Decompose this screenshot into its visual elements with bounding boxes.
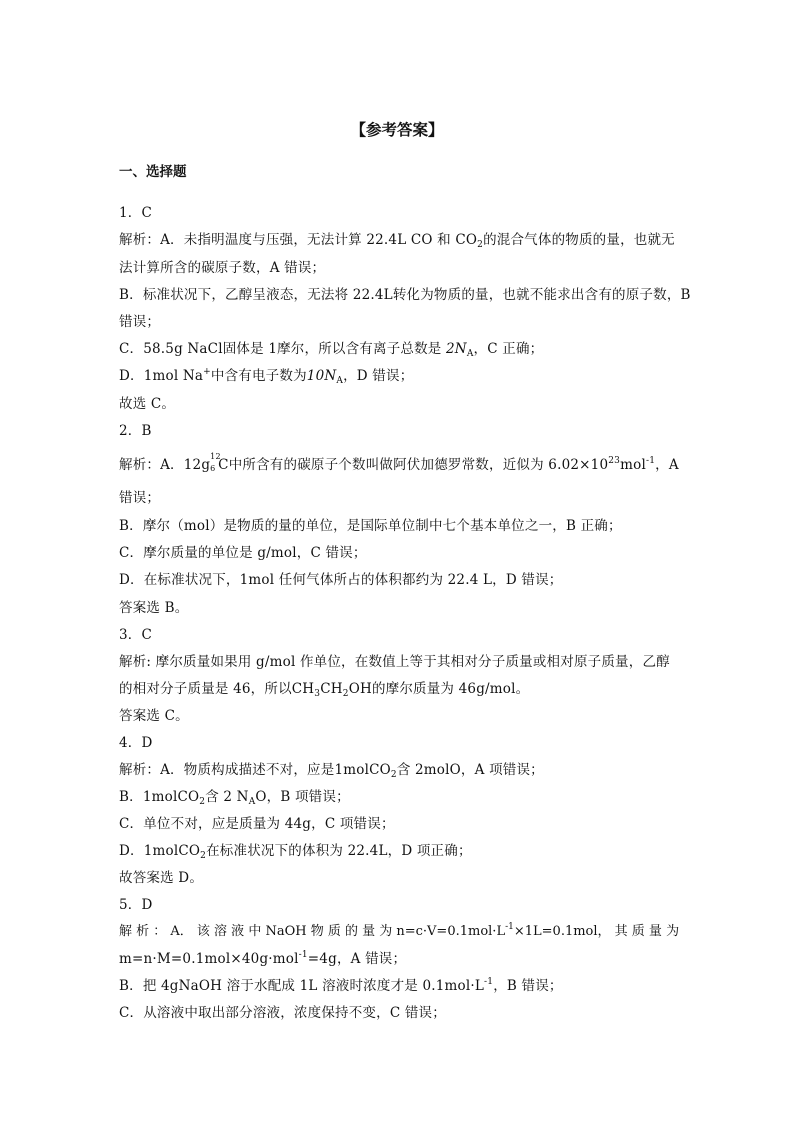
question-3-line-1: 解析: 摩尔质量如果用 g/mol 作单位，在数值上等于其相对分子质量或相对原子质量，乙醇 (119, 654, 670, 670)
text-segment: 解析：A．物质构成描述不对，应是 (119, 762, 335, 778)
question-2-line-4: C．摩尔质量的单位是 g/mol，C 错误； (119, 545, 367, 561)
question-4-line-2 (119, 785, 350, 807)
question-1-line-7: 故选 C。 (119, 396, 176, 412)
formula: CH (291, 681, 315, 697)
question-5-line-1 (119, 920, 679, 939)
question-3-line-3: 答案选 C。 (119, 708, 189, 724)
text-segment: 的相对分子质量是 46，所以 (119, 681, 292, 697)
question-2-line-6: 答案选 B。 (119, 600, 189, 616)
text-segment: D． (119, 843, 144, 859)
question-2-line-3: B．摩尔（mol）是物质的量的单位，是国际单位制中七个基本单位之一，B 正确； (119, 518, 622, 534)
formula: 2N (446, 341, 467, 357)
question-3-header: 3．C (119, 627, 153, 643)
formula: OH (348, 681, 372, 697)
text-segment: ，D 错误； (343, 368, 414, 384)
text-segment: B． (119, 789, 143, 805)
mass-number: 12 (210, 452, 221, 461)
superscript: 23 (608, 456, 621, 466)
question-2-line-2: 错误； (119, 490, 161, 506)
question-1-header: 1．C (119, 205, 153, 221)
question-2-line-1 (119, 453, 679, 473)
text-segment: m=n·M=0.1mol×40g·mol (119, 951, 299, 967)
text-segment: ，C 正确； (473, 341, 544, 357)
text-segment: 的摩尔质量为 46g/mol。 (371, 681, 530, 697)
text-segment: C中所含有的碳原子个数叫做阿伏加德罗常数，近似为 6.02×10 (218, 457, 609, 473)
text-segment: 解 析 ： A． 该 溶 液 中 NaOH 物 质 的 量 为 n=c·V=0.1mol·L (119, 924, 506, 939)
question-2-header: 2．B (119, 423, 152, 439)
text-segment: 的混合气体的物质的量，也就无 (483, 232, 675, 248)
question-4-line-1 (119, 758, 544, 780)
subscript: 2 (477, 240, 484, 250)
superscript: + (203, 367, 211, 377)
formula: 1molCO (142, 789, 200, 805)
formula: 1molCO (143, 843, 201, 859)
question-1-line-3: B．标准状况下，乙醇呈液态，无法将 22.4L转化为物质的量，也就不能求出含有的原子数，B (119, 287, 691, 303)
text-segment: 在标准状况下的体积为 22.4L，D 项正确； (206, 843, 472, 859)
question-4-line-5: 故答案选 D。 (119, 870, 204, 886)
question-5-line-3 (119, 974, 563, 994)
subscript: A (336, 376, 344, 386)
superscript: -1 (505, 922, 514, 932)
text-segment: 解析：A．12g (119, 457, 211, 473)
question-1-line-1 (119, 228, 675, 250)
text-segment: 含 2molO，A 项错误； (396, 762, 544, 778)
text-segment: 解析：A．未指明温度与压强，无法计算 22.4L CO 和 CO (119, 232, 478, 248)
text-segment: ，B 错误； (493, 978, 563, 994)
question-1-line-5 (119, 337, 543, 359)
text-segment: 中含有电子数为 (210, 368, 307, 384)
superscript: -1 (484, 977, 494, 987)
section-heading: 一、选择题 (119, 164, 187, 180)
question-4-line-4 (119, 839, 472, 861)
question-3-line-2 (119, 677, 529, 699)
text-segment: O，B 项错误； (255, 789, 350, 805)
atomic-number: 6 (210, 464, 216, 473)
superscript: -1 (298, 950, 308, 960)
question-4-header: 4．D (119, 735, 153, 751)
question-1-line-4: 错误； (119, 314, 161, 330)
subscript: 3 (314, 689, 321, 699)
subscript: A (248, 797, 256, 807)
text-segment: =4g，A 错误； (307, 951, 407, 967)
subscript: 2 (390, 770, 397, 780)
question-5-line-4: C．从溶液中取出部分溶液，浓度保持不变，C 错误； (119, 1005, 446, 1021)
question-2-line-5: D．在标准状况下，1mol 任何气体所占的体积都约为 22.4 L，D 错误； (119, 572, 563, 588)
question-1-line-6 (119, 364, 413, 386)
text-segment: mol (620, 457, 646, 473)
question-1-line-2: 法计算所含的碳原子数，A 错误； (119, 260, 326, 276)
formula: 10N (306, 368, 337, 384)
formula: CH (320, 681, 343, 697)
page-title: 【参考答案】 (350, 120, 444, 139)
text-segment: 含 2 N (205, 789, 249, 805)
subscript: A (466, 349, 474, 359)
question-4-line-3: C．单位不对，应是质量为 44g，C 项错误； (119, 816, 395, 832)
text-segment: B．把 4gNaOH 溶于水配成 1L 溶液时浓度才是 0.1mol·L (119, 978, 485, 994)
text-segment: ×1L=0.1mol， 其 质 量 为 (513, 924, 680, 939)
text-segment: ，A (655, 457, 679, 473)
subscript: 2 (342, 689, 349, 699)
superscript: -1 (645, 456, 656, 466)
subscript: 2 (200, 851, 207, 861)
nuclide-notation (210, 452, 221, 473)
subscript: 2 (199, 797, 206, 807)
question-5-line-2 (119, 947, 406, 967)
formula: 1molCO (334, 762, 391, 778)
text-segment: D．1mol Na (119, 368, 204, 384)
question-5-header: 5．D (119, 897, 153, 913)
text-segment: C．58.5g NaCl固体是 1摩尔，所以含有离子总数是 (119, 341, 442, 357)
